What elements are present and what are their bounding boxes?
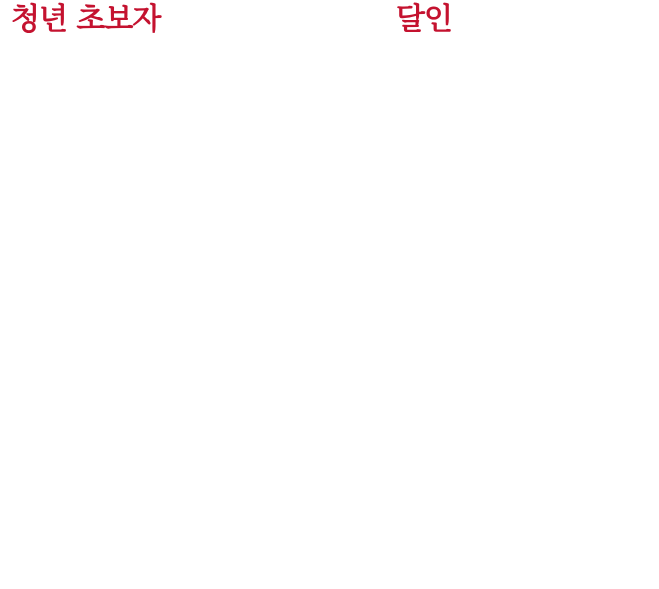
beginner-label: 청년 초보자	[11, 2, 161, 37]
master-label: 달인	[396, 2, 452, 37]
